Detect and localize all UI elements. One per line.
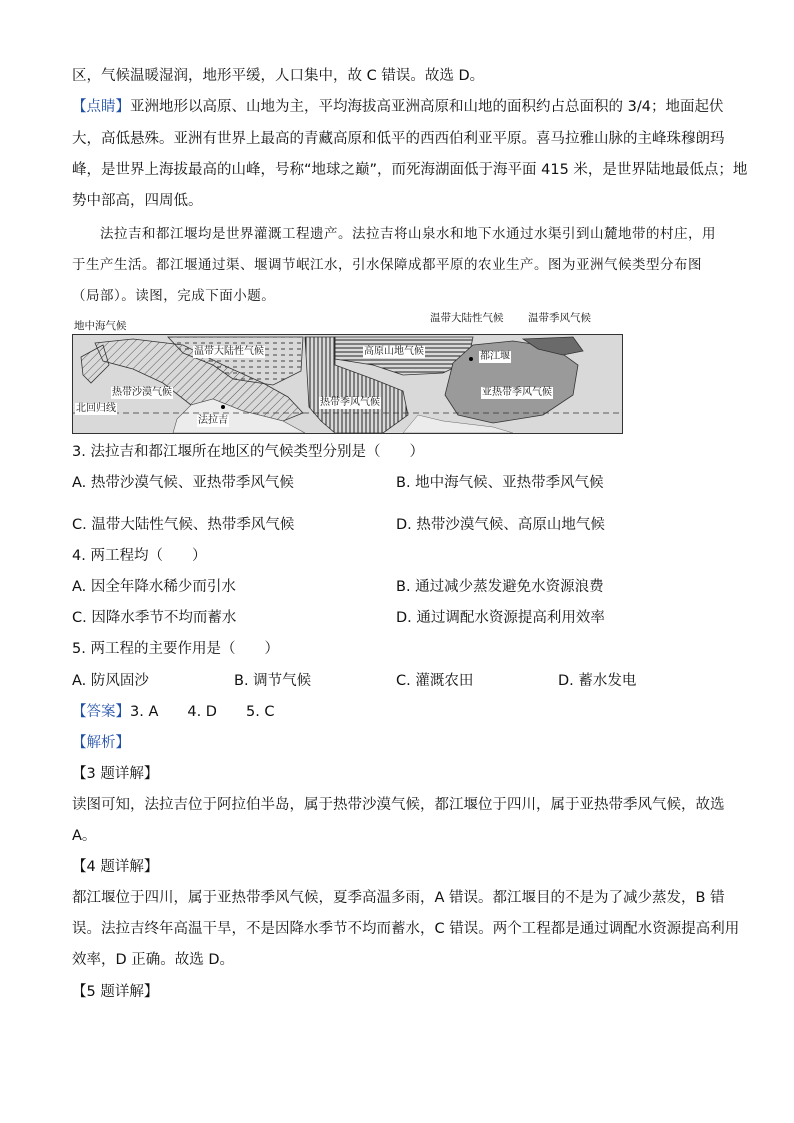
detail-5-heading: 【5 题详解】 — [72, 984, 159, 1000]
q3-option-d: D. 热带沙漠气候、高原山地气候 — [396, 517, 605, 533]
q5-option-c: C. 灌溉农田 — [396, 673, 474, 689]
q4-option-d: D. 通过调配水资源提高利用效率 — [396, 610, 605, 626]
map-label-subtropical-monsoon: 亚热带季风气候 — [482, 387, 552, 398]
map-label-tropical-monsoon: 热带季风气候 — [320, 397, 380, 408]
q5-option-b: B. 调节气候 — [234, 673, 312, 689]
question-5: 5. 两工程的主要作用是（ ） — [72, 641, 279, 657]
tip-text-1: 亚洲地形以高原、山地为主，平均海拔高亚洲高原和山地的面积约占总面积的 3/4；地面起伏 — [130, 99, 724, 115]
q5-option-a: A. 防风固沙 — [72, 673, 149, 689]
intro-line-1: 法拉吉和都江堰均是世界灌溉工程遗产。法拉吉将山泉水和地下水通过水渠引到山麓地带的村庄，用 — [100, 226, 716, 242]
answer-text: 3. A 4. D 5. C — [130, 704, 275, 720]
map-label-temperate-continental: 温带大陆性气候 — [430, 312, 504, 324]
detail-3-heading: 【3 题详解】 — [72, 766, 159, 782]
detail-3-line-2: A。 — [72, 828, 97, 844]
q4-option-a: A. 因全年降水稀少而引水 — [72, 579, 236, 595]
detail-4-line-3: 效率，D 正确。故选 D。 — [72, 952, 235, 968]
tip-line-2: 大，高低悬殊。亚洲有世界上最高的青藏高原和低平的西西伯利亚平原。喜马拉雅山脉的主峰珠穆朗玛 — [72, 131, 725, 147]
text-line-1: 区，气候温暖湿润，地形平缓，人口集中，故 C 错误。故选 D。 — [72, 68, 485, 84]
tip-line-4: 势中部高，四周低。 — [72, 193, 203, 209]
intro-line-2: 于生产生活。都江堰通过渠、堰调节岷江水，引水保障成都平原的农业生产。图为亚洲气候类型分布图 — [72, 257, 702, 273]
map-label-tropical-desert: 热带沙漠气候 — [112, 387, 172, 398]
map-label-tropic: 北回归线 — [76, 403, 116, 414]
tip-line-3: 峰，是世界上海拔最高的山峰，号称“地球之巅”，而死海湖面低于海平面 415 米，是世界陆地最低点；地 — [72, 162, 748, 178]
intro-line-3: （局部）。读图，完成下面小题。 — [72, 288, 276, 304]
question-3: 3. 法拉吉和都江堰所在地区的气候类型分别是（ ） — [72, 444, 424, 460]
tip-line-1 — [72, 97, 723, 117]
detail-4-heading: 【4 题详解】 — [72, 859, 159, 875]
dujiangyan-marker — [469, 357, 473, 361]
climate-map — [72, 334, 623, 434]
q3-option-a: A. 热带沙漠气候、亚热带季风气候 — [72, 475, 294, 491]
climate-map-graphic — [73, 335, 622, 433]
map-label-temperate-monsoon: 温带季风气候 — [528, 312, 591, 324]
detail-4-line-1: 都江堰位于四川，属于亚热带季风气候，夏季高温多雨，A 错误。都江堰目的不是为了减少蒸发，B 错 — [72, 890, 725, 906]
q4-option-b: B. 通过减少蒸发避免水资源浪费 — [396, 579, 604, 595]
tip-tag: 【点睛】 — [72, 99, 130, 115]
analysis-tag: 【解析】 — [72, 735, 130, 751]
question-4: 4. 两工程均（ ） — [72, 548, 207, 564]
answer-line — [72, 702, 275, 722]
q5-option-d: D. 蓄水发电 — [558, 673, 637, 689]
falaj-marker — [221, 405, 225, 409]
map-label-falaj: 法拉吉 — [198, 415, 228, 426]
map-label-highland: 高原山地气候 — [364, 346, 424, 357]
answer-tag: 【答案】 — [72, 704, 130, 720]
detail-3-line-1: 读图可知，法拉吉位于阿拉伯半岛，属于热带沙漠气候，都江堰位于四川，属于亚热带季风气候，故选 — [72, 797, 725, 813]
q4-option-c: C. 因降水季节不均而蓄水 — [72, 610, 237, 626]
map-label-mediterranean: 地中海气候 — [74, 320, 127, 332]
map-label-dujiangyan: 都江堰 — [480, 351, 510, 362]
q3-option-c: C. 温带大陆性气候、热带季风气候 — [72, 517, 295, 533]
map-label-temperate-continental-main: 温带大陆性气候 — [194, 346, 264, 357]
q3-option-b: B. 地中海气候、亚热带季风气候 — [396, 475, 604, 491]
detail-4-line-2: 误。法拉吉终年高温干旱，不是因降水季节不均而蓄水，C 错误。两个工程都是通过调配水资源提高利用 — [72, 921, 740, 937]
